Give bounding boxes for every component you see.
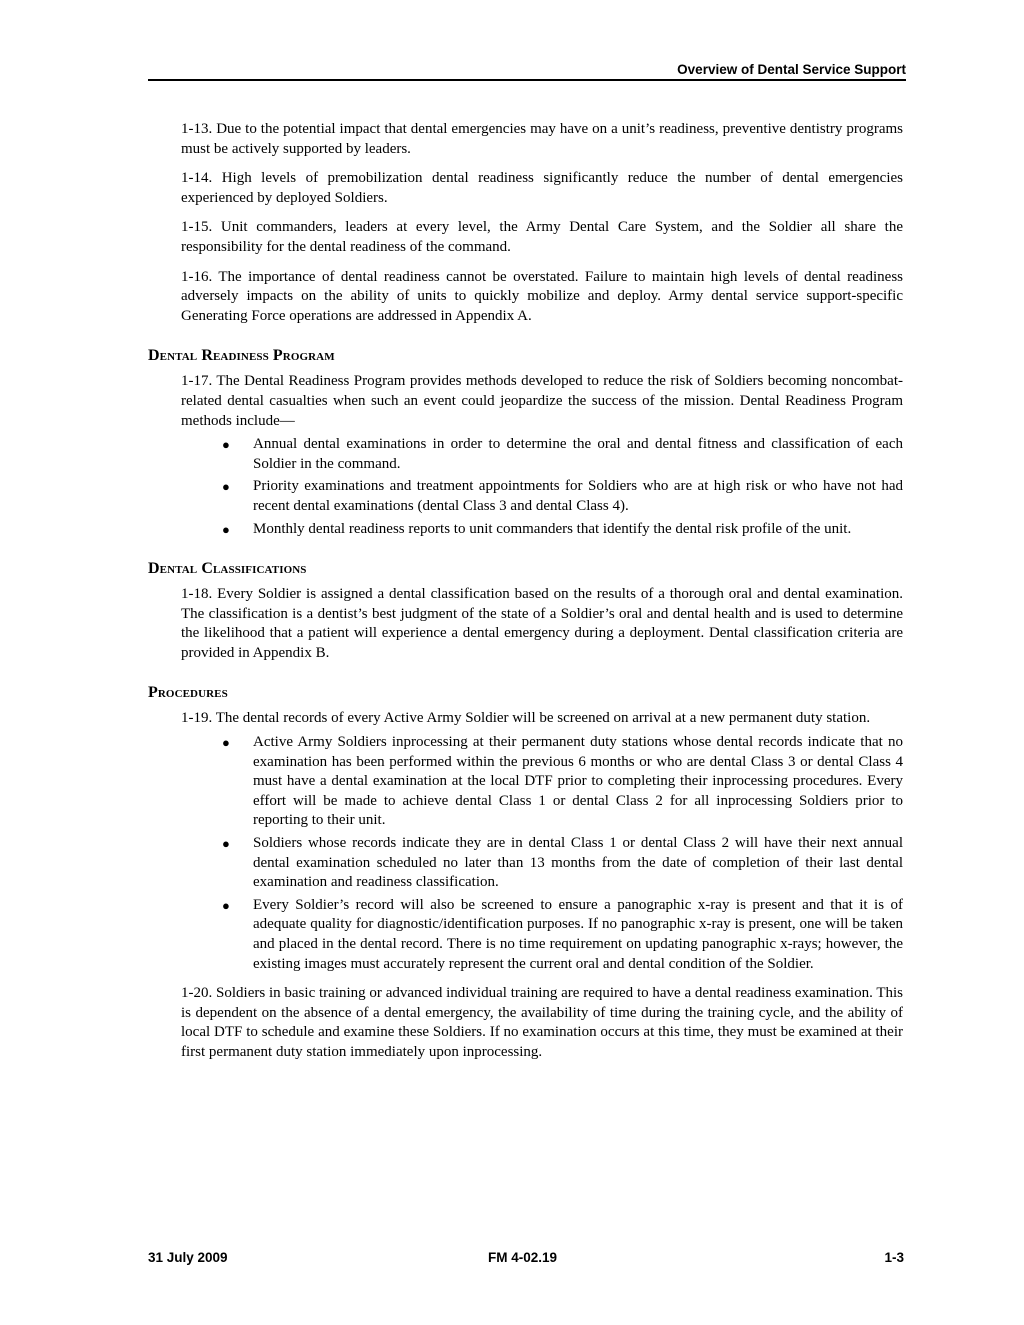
paragraph-1-16: 1-16. The importance of dental readiness cannot be overstated. Failure to maintain high levels of dental readiness adversely impacts on the ability of units to quickly mobilize and deploy. Army dental service support-specific Generating Force operations are addressed in Appendix A. (181, 268, 903, 324)
list-item: ● Monthly dental readiness reports to unit commanders that identify the dental risk profile of the unit. (181, 520, 903, 540)
bullet-icon: ● (222, 836, 230, 852)
paragraph-1-15: 1-15. Unit commanders, leaders at every level, the Army Dental Care System, and the Soldier all share the responsibility for the dental readiness of the command. (181, 219, 903, 255)
bullet-icon: ● (222, 897, 230, 913)
bullet-icon: ● (222, 437, 230, 453)
bullet-icon: ● (222, 735, 230, 751)
paragraph-1-14: 1-14. High levels of premobilization dental readiness significantly reduce the number of dental emergencies experienced by deployed Soldiers. (181, 170, 903, 206)
paragraph-1-20: 1-20. Soldiers in basic training or advanced individual training are required to have a dental readiness examination. This is dependent on the absence of a dental emergency, the availability of time during the training cycle, and the ability of local DTF to schedule and examine these Soldiers. If no examination occurs at this time, they must be examined at their first permanent duty station immediately upon inprocessing. (181, 985, 903, 1060)
bullet-icon: ● (222, 479, 230, 495)
paragraph-1-19: 1-19. The dental records of every Active Army Soldier will be screened on arrival at a new permanent duty station. (181, 710, 871, 727)
heading-dental-readiness-program: Dental Readiness Program (148, 347, 335, 365)
document-body (148, 120, 903, 1073)
heading-procedures: Procedures (148, 684, 228, 702)
list-item: ● Annual dental examinations in order to determine the oral and dental fitness and classification of each Soldier in the command. (222, 436, 903, 472)
list-item: ● Every Soldier’s record will also be screened to ensure a panographic x-ray is present and that it is of adequate quality for diagnostic/identification purposes. If no panographic x-ray is present, one will be taken and placed in the dental record. There is no time requirement on updating panographic x-rays; however, the existing images must accurately represent the current oral and dental condition of the Soldier. (222, 896, 903, 972)
list-item: ● Soldiers whose records indicate they are in dental Class 1 or dental Class 2 will have their next annual dental examination scheduled no later than 13 months from the date of completion of their last dental examination and readiness classification. (222, 835, 903, 891)
footer-page-number: 1-3 (884, 1250, 904, 1265)
list-item: ● Priority examinations and treatment appointments for Soldiers who are at high risk or who have not had recent dental examinations (dental Class 3 and dental Class 4). (222, 478, 903, 514)
drp-bullet-list (181, 435, 903, 539)
paragraph-1-13: 1-13. Due to the potential impact that dental emergencies may have on a unit’s readiness, preventive dentistry programs must be actively supported by leaders. (181, 121, 903, 157)
list-item: ● Active Army Soldiers inprocessing at their permanent duty stations whose dental records indicate that no examination has been performed within the previous 6 months or who are dental Class 3 or dental Class 4 must have a dental examination at the local DTF prior to completing their inprocessing procedures. Every effort will be made to achieve dental Class 1 or dental Class 2 for all inprocessing Soldiers prior to reporting to their unit. (222, 734, 903, 829)
running-header (148, 61, 906, 81)
bullet-icon: ● (222, 521, 230, 537)
paragraph-1-18: 1-18. Every Soldier is assigned a dental classification based on the results of a thorough oral and dental examination. The classification is a dentist’s best judgment of the state of a Soldier’s oral and dental health and is used to determine the likelihood that a patient will experience a dental emergency during a deployment. Dental classification criteria are provided in Appendix B. (181, 586, 903, 661)
heading-dental-classifications: Dental Classifications (148, 560, 307, 578)
procedures-bullet-list (181, 733, 903, 974)
footer-date: 31 July 2009 (148, 1250, 228, 1265)
paragraph-1-17: 1-17. The Dental Readiness Program provides methods developed to reduce the risk of Soldiers becoming noncombat-related dental casualties when such an event could jeopardize the success of the mission. Dental Readiness Program methods include— (181, 373, 903, 429)
footer-document-id: FM 4-02.19 (488, 1250, 558, 1265)
header-title: Overview of Dental Service Support (677, 62, 906, 77)
